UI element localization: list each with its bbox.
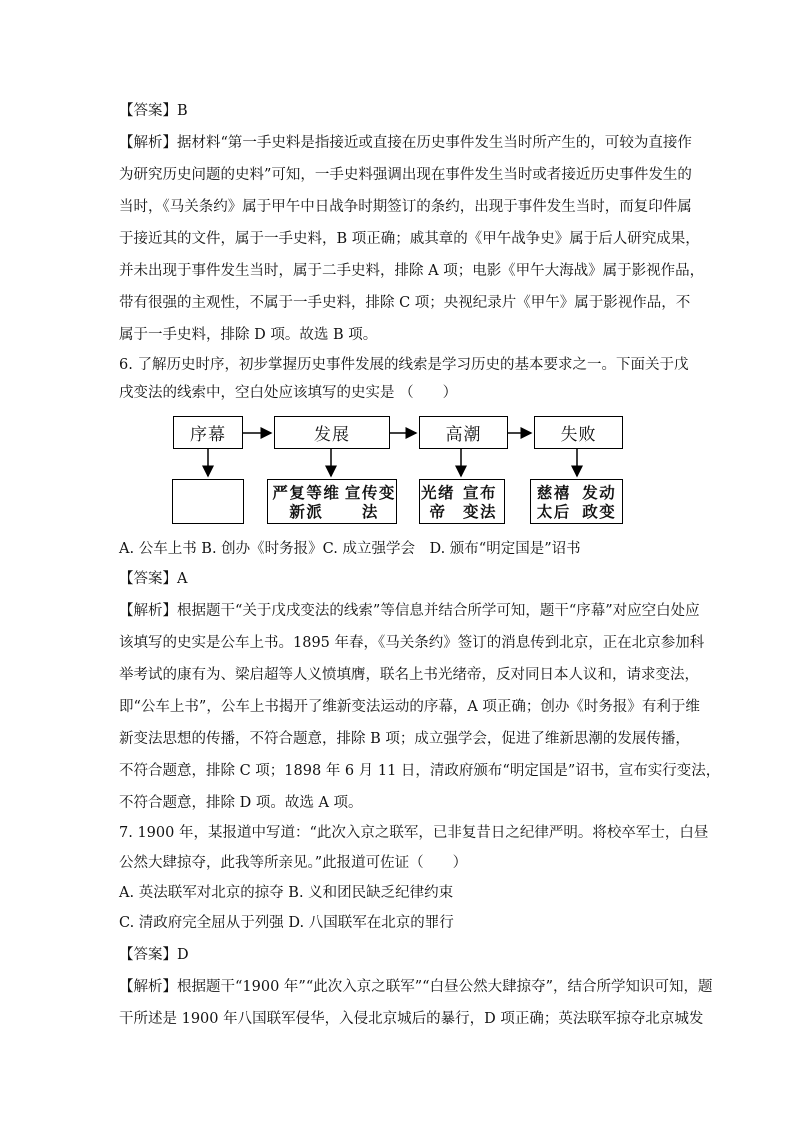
analysis-line: 干所述是 1900 年八国联军侵华，入侵北京城后的暴行，D 项正确；英法联军掠夺北京城发: [119, 1011, 704, 1027]
analysis-line: 【解析】根据题干“关于戊戌变法的线索”等信息并结合所学可知，题干“序幕”对应空白处应: [119, 603, 700, 619]
analysis-line: 为研究历史问题的史料”可知，一手史料强调出现在事件发生当时或者接近历史事件发生的: [119, 167, 692, 183]
analysis-line: 属于一手史料，排除 D 项。故选 B 项。: [119, 327, 378, 343]
analysis-line: 新变法思想的传播，不符合题意，排除 B 项；成立强学会，促进了维新思潮的发展传播，: [119, 731, 690, 747]
analysis-line: 当时，《马关条约》属于甲午中日战争时期签订的条约，出现于事件发生当时，而复印件属: [119, 199, 692, 215]
stage-box-climax: 高潮: [419, 416, 508, 449]
blank-answer-box: [172, 479, 244, 524]
question-6-stem: 6. 了解历史时序，初步掌握历史事件发展的线索是学习历史的基本要求之一。下面关于戊: [119, 357, 689, 373]
analysis-line: 带有很强的主观性，不属于一手史料，排除 C 项；央视纪录片《甲午》属于影视作品，不: [119, 295, 691, 311]
analysis-line: 举考试的康有为、梁启超等人义愤填膺，联名上书光绪帝，反对同日本人议和，请求变法，: [119, 667, 699, 683]
question-6-stem: 戌变法的线索中，空白处应该填写的史实是 （ ）: [119, 385, 458, 401]
detail-line: 宣布变法: [462, 482, 497, 521]
analysis-line: 不符合题意，排除 D 项。故选 A 项。: [119, 795, 363, 811]
reform-timeline-diagram: [168, 415, 628, 525]
detail-line: 慈禧太后: [536, 482, 571, 521]
detail-box-development: [267, 479, 397, 524]
question-6-options: A. 公车上书 B. 创办《时务报》C. 成立强学会 D. 颁布“明定国是”诏书: [119, 541, 581, 557]
analysis-line: 不符合题意，排除 C 项；1898 年 6 月 11 日，清政府颁布“明定国是”诏书，宣布实行变法，: [119, 763, 721, 779]
analysis-line: 【解析】据材料“第一手史料是指接近或直接在历史事件发生当时所产生的，可较为直接作: [119, 135, 692, 151]
answer-label-q7: 【答案】D: [119, 947, 189, 963]
analysis-line: 于接近其的文件，属于一手史料，B 项正确；戚其章的《甲午战争史》属于后人研究成果，: [119, 231, 700, 247]
question-7-options: A. 英法联军对北京的掠夺 B. 义和团民缺乏纪律约束: [119, 885, 454, 901]
question-7-stem: 7. 1900 年，某报道中写道：“此次入京之联军，已非复昔日之纪律严明。将校卒军士，白昼: [119, 825, 709, 841]
detail-box-failure: [530, 479, 623, 524]
answer-label-q5: 【答案】B: [119, 103, 188, 119]
detail-line: 发动政变: [582, 482, 617, 521]
analysis-line: 即“公车上书”，公车上书揭开了维新变法运动的序幕，A 项正确；创办《时务报》有利于维: [119, 699, 700, 715]
question-7-stem: 公然大肆掠夺，此我等所亲见。”此报道可佐证（ ）: [119, 855, 468, 871]
stage-box-failure: 失败: [534, 416, 623, 449]
analysis-line: 该填写的史实是公车上书。1895 年春，《马关条约》签订的消息传到北京，正在北京参加科: [119, 635, 705, 651]
detail-line: 严复等维新派: [272, 482, 341, 521]
detail-box-climax: [419, 479, 505, 524]
detail-line: 宣传变法: [344, 482, 396, 521]
answer-label-q6: 【答案】A: [119, 571, 188, 587]
detail-line: 光绪帝: [420, 482, 455, 521]
analysis-line: 并未出现于事件发生当时，属于二手史料，排除 A 项；电影《甲午大海战》属于影视作品，: [119, 263, 705, 279]
analysis-line: 【解析】根据题干“1900 年”“此次入京之联军”“白昼公然大肆掠夺”，结合所学知识可知，题: [119, 979, 713, 995]
question-7-options: C. 清政府完全屈从于列强 D. 八国联军在北京的罪行: [119, 915, 454, 931]
stage-box-prelude: 序幕: [173, 416, 243, 449]
stage-box-development: 发展: [274, 416, 390, 449]
